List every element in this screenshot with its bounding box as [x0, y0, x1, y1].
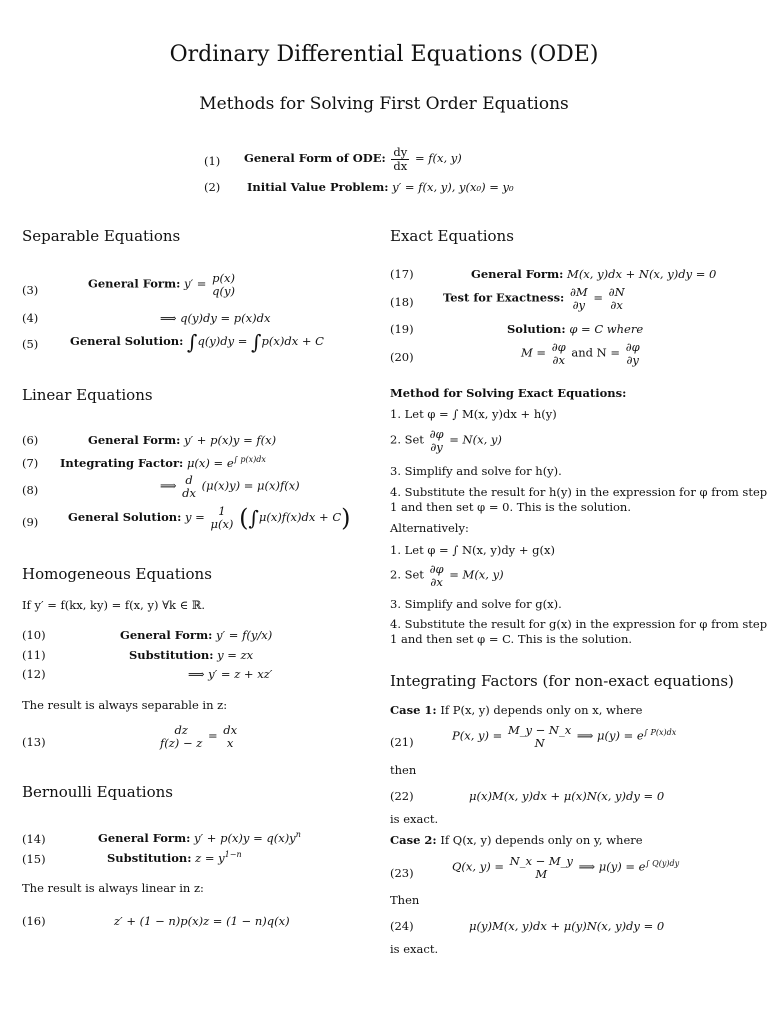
eq-expr: y = zx: [217, 648, 254, 662]
fraction: d dx: [182, 473, 197, 500]
fraction: ∂φ ∂y: [625, 340, 640, 367]
bernoulli-note: The result is always linear in z:: [22, 881, 204, 895]
homogeneous-note: The result is always separable in z:: [22, 698, 228, 712]
eq-expr: μ(y)M(x, y)dx + μ(y)N(x, y)dy = 0: [469, 919, 665, 933]
eq-number: (9): [22, 515, 39, 529]
fraction: ∂φ ∂x: [551, 340, 566, 367]
fraction: $\frac{dy}{dx}$: [393, 145, 408, 173]
eq-expr: ⟹ y′ = z + xz′: [188, 667, 273, 681]
eq-number: (19): [390, 322, 414, 336]
eq-number: (14): [22, 832, 46, 846]
equation-12: [188, 667, 272, 681]
equation-24: [469, 919, 664, 933]
eq-expr: y′ + p(x)y = q(x)y: [194, 830, 296, 845]
equation-6: [88, 433, 276, 447]
equation-7: Integrating Factor: $\mu(x) = e^{\int p(x)dx}$: [60, 455, 266, 470]
eq-number: (15): [22, 852, 46, 866]
eq-number: (17): [390, 267, 414, 281]
fraction: ∂φ ∂y: [429, 427, 444, 454]
homogeneous-condition: If y′ = f(kx, ky) = f(x, y) ∀k ∈ ℝ.: [22, 598, 206, 612]
alt-step-3: 3. Simplify and solve for g(x).: [390, 597, 562, 611]
method-step-2: 2. Set ∂φ ∂y = N(x, y): [390, 427, 502, 454]
eq-expr: y =: [185, 510, 205, 524]
fraction: ∂M ∂y: [569, 285, 588, 312]
eq-label: General Form of ODE:: [244, 151, 386, 166]
eq-expr: Q(x, y) =: [452, 859, 504, 874]
eq-number: (18): [390, 295, 414, 309]
equation-1: [244, 146, 462, 172]
equation-10: [120, 628, 272, 642]
method-step-4b: 1 and then set φ = 0. This is the solution.: [390, 500, 631, 514]
alt-step-2: 2. Set ∂φ ∂x = M(x, y): [390, 562, 504, 589]
equation-8: [160, 474, 300, 499]
fraction: dx x: [223, 723, 238, 750]
eq-label: General Form:: [120, 628, 213, 642]
eq-expr: μ(x)M(x, y)dx + μ(x)N(x, y)dy = 0: [469, 789, 665, 803]
eq-expr: ⟹ q(y)dy = p(x)dx: [160, 311, 271, 325]
fraction: N_x − M_y M: [509, 854, 573, 881]
eq-number: (13): [22, 735, 46, 749]
equals-sign: =: [207, 728, 218, 743]
section-heading-separable: Separable Equations: [22, 227, 181, 245]
page-title: Ordinary Differential Equations (ODE): [169, 42, 599, 67]
equation-14: General Form: $y' + p(x)y = q(x)y^n$: [98, 830, 301, 845]
eq-expr: y′ =: [184, 276, 207, 291]
equals-sign: =: [593, 290, 603, 305]
eq-number: (23): [390, 866, 414, 880]
eq-label: Substitution:: [129, 648, 214, 662]
equation-22: [469, 789, 664, 803]
eq-label: Test for Exactness:: [443, 290, 565, 305]
eq-expr: M(x, y)dx + N(x, y)dy = 0: [567, 267, 717, 281]
is-exact-label: is exact.: [390, 942, 439, 956]
section-heading-exact: Exact Equations: [390, 227, 514, 245]
eq-number: (10): [22, 628, 46, 642]
alt-step-4b: 1 and then set φ = C. This is the solution.: [390, 632, 633, 646]
eq-label: General Solution:: [68, 510, 182, 524]
fraction: 1 μ(x): [210, 504, 234, 531]
eq-number: (5): [22, 337, 39, 351]
eq-expr: μ(x) = e: [186, 455, 234, 470]
eq-number: (11): [22, 648, 46, 662]
paren-right: ): [341, 504, 351, 532]
case-2: Case 2: If Q(x, y) depends only on y, where: [390, 833, 643, 847]
equation-21: P(x, y) = M_y − N_x N ⟹ $\mu(y) = e^{\int P(x)dx}$: [452, 723, 677, 750]
alt-step-4a: 4. Substitute the result for g(x) in the expression for φ from step: [390, 617, 768, 631]
eq-expr: ⟹ μ(y) = e: [578, 859, 646, 874]
eq-label: General Form:: [88, 276, 181, 291]
eq-expr: p(x)dx + C: [261, 334, 324, 348]
eq-number: (24): [390, 919, 414, 933]
eq-expr: z′ + (1 − n)p(x)z = (1 − n)q(x): [114, 914, 290, 928]
equation-18: [443, 286, 627, 311]
section-heading-bernoulli: Bernoulli Equations: [22, 783, 173, 801]
eq-label: Initial Value Problem:: [247, 180, 389, 194]
eq-expr: P(x, y) =: [452, 728, 503, 743]
method-step-4a: 4. Substitute the result for h(y) in the expression for φ from step: [390, 485, 768, 499]
equation-2: [247, 180, 514, 194]
eq-label: Integrating Factor:: [60, 455, 184, 470]
eq-label: Solution:: [507, 322, 566, 336]
eq-expr: M =: [521, 345, 547, 360]
eq-number: (4): [22, 311, 39, 325]
equation-13: [158, 724, 239, 749]
equation-17: [471, 267, 716, 281]
equation-4: [160, 311, 270, 325]
section-heading-homogeneous: Homogeneous Equations: [22, 565, 212, 583]
method-heading: Method for Solving Exact Equations:: [390, 386, 627, 400]
paren-left: (: [239, 504, 249, 532]
eq-expr: z = y: [195, 850, 225, 865]
eq-expr: ⟹ μ(y) = e: [576, 728, 644, 743]
method-step-1: 1. Let φ = ∫ M(x, y)dx + h(y): [390, 407, 557, 421]
method-step-3: 3. Simplify and solve for h(y).: [390, 464, 562, 478]
eq-number: (12): [22, 667, 46, 681]
eq-number: (6): [22, 433, 39, 447]
case-1: Case 1: If P(x, y) depends only on x, where: [390, 703, 643, 717]
then-label: then: [390, 763, 417, 777]
eq-label: General Form:: [98, 830, 191, 845]
equation-16: [114, 914, 290, 928]
eq-number: (22): [390, 789, 414, 803]
eq-number: (7): [22, 456, 39, 470]
fraction: ∂φ ∂x: [429, 562, 444, 589]
equation-9: [68, 504, 351, 532]
equation-23: Q(x, y) = N_x − M_y M ⟹ $\mu(y) = e^{\int Q(y)dy}$: [452, 854, 680, 881]
eq-expr: y′ = f(x, y), y(x₀) = y₀: [392, 180, 514, 194]
equation-19: [507, 322, 643, 336]
eq-expr: = f(x, y): [414, 151, 462, 166]
alternatively-label: Alternatively:: [390, 521, 469, 535]
eq-number: (3): [22, 283, 39, 297]
eq-expr: q(y)dy =: [197, 334, 248, 348]
eq-label: Substitution:: [107, 850, 192, 865]
eq-label: General Form:: [471, 267, 564, 281]
eq-expr: (μ(x)y) = μ(x)f(x): [201, 478, 300, 493]
implies-symbol: ⟹: [160, 478, 177, 493]
is-exact-label: is exact.: [390, 812, 439, 826]
equation-11: [129, 648, 253, 662]
eq-expr: and N =: [571, 345, 621, 360]
then-label: Then: [390, 893, 420, 907]
equation-15: Substitution: $z = y^{1-n}$: [107, 850, 242, 865]
eq-expr: y′ + p(x)y = f(x): [184, 433, 277, 447]
alt-step-1: 1. Let φ = ∫ N(x, y)dy + g(x): [390, 543, 555, 557]
integral-sign: ∫: [251, 330, 262, 354]
eq-number: (21): [390, 735, 414, 749]
eq-label: General Solution:: [70, 334, 184, 348]
eq-label: General Form:: [88, 433, 181, 447]
section-heading-integrating-factors: Integrating Factors (for non-exact equations): [390, 672, 734, 690]
section-heading-linear: Linear Equations: [22, 386, 153, 404]
eq-expr: y′ = f(y/x): [216, 628, 273, 642]
equation-3: [88, 272, 237, 297]
integral-sign: ∫: [248, 506, 259, 530]
eq-number: (16): [22, 914, 46, 928]
eq-number: (20): [390, 350, 414, 364]
fraction: M_y − N_x N: [507, 723, 572, 750]
fraction: dz f(z) − z: [160, 723, 203, 750]
equation-20: [521, 341, 642, 366]
eq-expr: μ(x)f(x)dx + C: [258, 510, 342, 524]
page-subtitle: Methods for Solving First Order Equations: [199, 94, 569, 114]
eq-number: (1): [204, 154, 221, 168]
equation-5: [70, 330, 324, 354]
eq-number: (8): [22, 483, 39, 497]
eq-number: (2): [204, 180, 221, 194]
fraction: p(x) q(y): [212, 271, 235, 298]
fraction: ∂N ∂x: [608, 285, 625, 312]
eq-expr: φ = C where: [569, 322, 644, 336]
integral-sign: ∫: [187, 330, 198, 354]
